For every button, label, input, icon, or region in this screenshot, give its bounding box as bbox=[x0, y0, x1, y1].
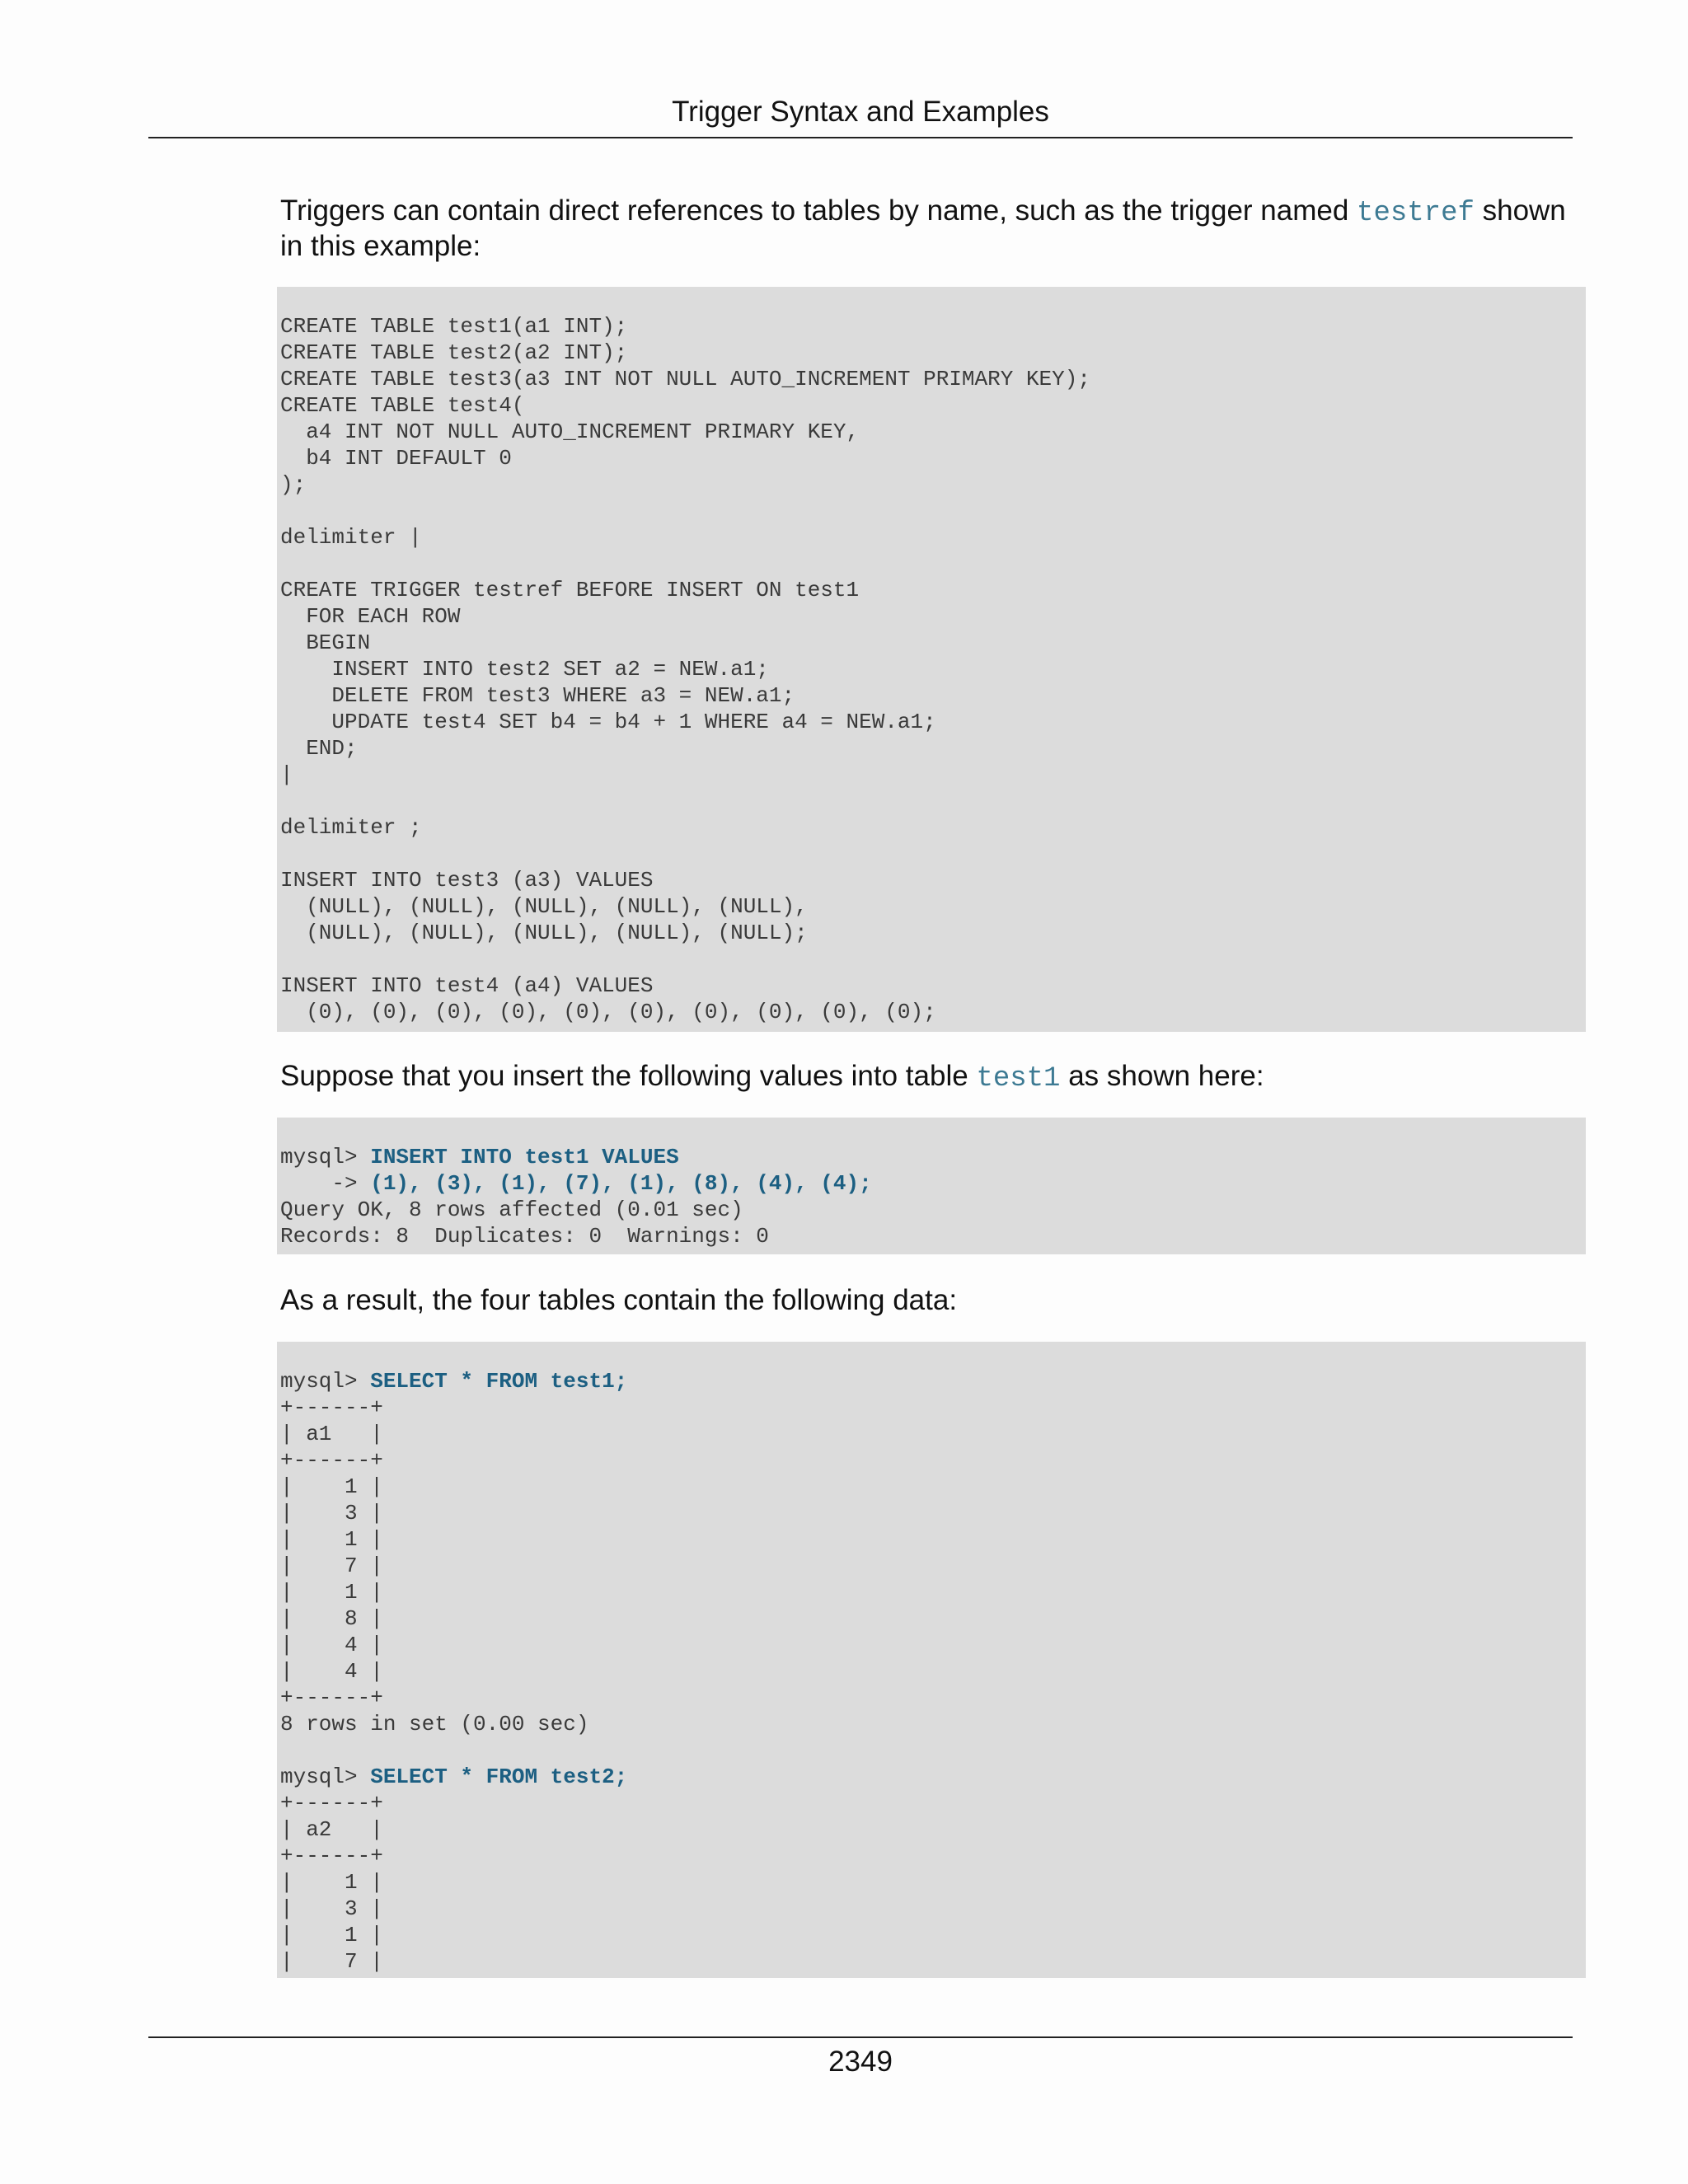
mysql-prompt: mysql> bbox=[280, 1369, 371, 1394]
footer-rule bbox=[148, 2036, 1573, 2038]
code-line: CREATE TABLE test2(a2 INT); bbox=[280, 340, 628, 365]
suppose-code-test1: test1 bbox=[976, 1063, 1061, 1094]
suppose-paragraph bbox=[280, 1060, 1566, 1095]
code-line: b4 INT DEFAULT 0 bbox=[280, 446, 512, 471]
page-number: 2349 bbox=[828, 2046, 893, 2078]
code-line: BEGIN bbox=[280, 630, 371, 655]
suppose-text-before: Suppose that you insert the following values into table bbox=[280, 1060, 977, 1092]
code-line bbox=[280, 1764, 1586, 1790]
code-line: DELETE FROM test3 WHERE a3 = NEW.a1; bbox=[280, 683, 795, 708]
code-line: a4 INT NOT NULL AUTO_INCREMENT PRIMARY KEY, bbox=[280, 419, 860, 444]
code-line: delimiter | bbox=[280, 525, 422, 550]
code-block-create-trigger bbox=[277, 287, 1586, 1032]
table-line: | 1 | bbox=[280, 1580, 383, 1605]
code-line bbox=[280, 841, 1586, 867]
code-line bbox=[280, 1170, 1586, 1197]
code-line: (NULL), (NULL), (NULL), (NULL), (NULL); bbox=[280, 921, 808, 945]
code-line bbox=[280, 788, 1586, 814]
code-line: END; bbox=[280, 736, 358, 761]
table-line: | 1 | bbox=[280, 1527, 383, 1552]
table-line: +------+ bbox=[280, 1395, 383, 1420]
code-line bbox=[280, 946, 1586, 972]
table-line: 8 rows in set (0.00 sec) bbox=[280, 1712, 589, 1736]
code-line: INSERT INTO test4 (a4) VALUES bbox=[280, 973, 654, 998]
code-block-insert-test1 bbox=[277, 1118, 1586, 1254]
code-line: (0), (0), (0), (0), (0), (0), (0), (0), (0), (0); bbox=[280, 1000, 936, 1024]
page-header-title: Trigger Syntax and Examples bbox=[672, 96, 1049, 128]
suppose-text-after: as shown here: bbox=[1060, 1060, 1264, 1092]
mysql-prompt: mysql> bbox=[280, 1145, 371, 1169]
intro-code-testref: testref bbox=[1357, 198, 1475, 229]
result-paragraph: As a result, the four tables contain the following data: bbox=[280, 1284, 958, 1316]
code-block-select-results bbox=[277, 1342, 1586, 1978]
code-line: (NULL), (NULL), (NULL), (NULL), (NULL), bbox=[280, 894, 808, 919]
table-line: | a2 | bbox=[280, 1817, 383, 1842]
table-line: | 3 | bbox=[280, 1896, 383, 1921]
table-line: | 3 | bbox=[280, 1501, 383, 1526]
table-line: | 7 | bbox=[280, 1554, 383, 1578]
code-line bbox=[280, 551, 1586, 577]
table-line: | 1 | bbox=[280, 1923, 383, 1947]
table-line: | 1 | bbox=[280, 1474, 383, 1499]
table-line: +------+ bbox=[280, 1685, 383, 1710]
table-line: | 4 | bbox=[280, 1633, 383, 1657]
mysql-prompt: mysql> bbox=[280, 1765, 371, 1789]
intro-text-before: Triggers can contain direct references to tables by name, such as the trigger named bbox=[280, 194, 1357, 227]
code-line: CREATE TABLE test1(a1 INT); bbox=[280, 314, 628, 339]
code-line bbox=[280, 1144, 1586, 1170]
table-line: | a1 | bbox=[280, 1422, 383, 1446]
sql-command: (1), (3), (1), (7), (1), (8), (4), (4); bbox=[370, 1171, 872, 1196]
table-line: +------+ bbox=[280, 1791, 383, 1816]
code-line: Query OK, 8 rows affected (0.01 sec) bbox=[280, 1197, 743, 1222]
code-line: CREATE TRIGGER testref BEFORE INSERT ON test1 bbox=[280, 578, 860, 602]
sql-command: INSERT INTO test1 VALUES bbox=[370, 1145, 679, 1169]
table-line: | 4 | bbox=[280, 1659, 383, 1684]
table-line: | 8 | bbox=[280, 1606, 383, 1631]
code-line: CREATE TABLE test3(a3 INT NOT NULL AUTO_INCREMENT PRIMARY KEY); bbox=[280, 367, 1090, 391]
code-line: FOR EACH ROW bbox=[280, 604, 461, 629]
intro-paragraph bbox=[280, 194, 1566, 263]
sql-command: SELECT * FROM test1; bbox=[370, 1369, 628, 1394]
code-line: ); bbox=[280, 472, 307, 497]
header-rule bbox=[148, 137, 1573, 138]
continuation-prompt: -> bbox=[280, 1171, 371, 1196]
code-line: | bbox=[280, 762, 293, 787]
table-line bbox=[280, 1737, 1586, 1764]
table-line: | 1 | bbox=[280, 1870, 383, 1895]
code-line bbox=[280, 498, 1586, 524]
table-line: | 7 | bbox=[280, 1949, 383, 1974]
code-line bbox=[280, 1368, 1586, 1394]
code-line: Records: 8 Duplicates: 0 Warnings: 0 bbox=[280, 1224, 769, 1249]
sql-command: SELECT * FROM test2; bbox=[370, 1765, 628, 1789]
code-line: CREATE TABLE test4( bbox=[280, 393, 525, 418]
table-line: +------+ bbox=[280, 1844, 383, 1868]
table-line: +------+ bbox=[280, 1448, 383, 1473]
intro-text-after: shown in this example: bbox=[280, 194, 1566, 262]
code-line: UPDATE test4 SET b4 = b4 + 1 WHERE a4 = NEW.a1; bbox=[280, 710, 936, 734]
code-line: INSERT INTO test3 (a3) VALUES bbox=[280, 868, 654, 893]
code-line: delimiter ; bbox=[280, 815, 422, 840]
code-line: INSERT INTO test2 SET a2 = NEW.a1; bbox=[280, 657, 769, 682]
